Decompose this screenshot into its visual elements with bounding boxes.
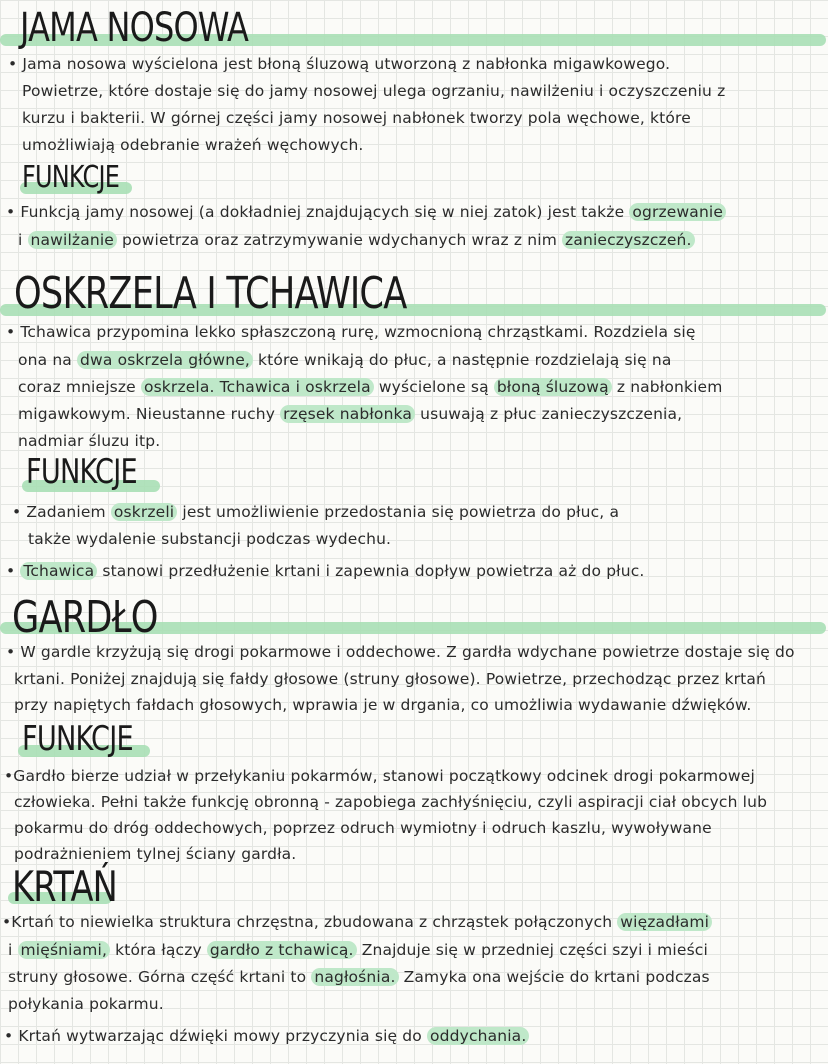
subsection-title-funkcje: FUNKCJE: [22, 719, 133, 759]
text-line: [6, 202, 726, 222]
text-line: kurzu i bakterii. W górnej części jamy nosowej nabłonek tworzy pola węchowe, które: [22, 109, 691, 127]
section-title-oskrzela-i-tchawica: OSKRZELA I TCHAWICA: [14, 268, 407, 319]
text-line: krtani. Poniżej znajdują się fałdy głosowe (struny głosowe). Powietrze, przechodząc przez krtań: [14, 670, 767, 688]
text: stanowi przedłużenie krtani i zapewnia dopływ powietrza aż do płuc.: [97, 562, 645, 580]
text: struny głosowe. Górna część krtani to: [8, 968, 312, 986]
text-line: podrażnieniem tylnej ściany gardła.: [14, 845, 297, 863]
text-line: [4, 1026, 529, 1046]
subsection-title-funkcje: FUNKCJE: [26, 452, 137, 492]
text: Zamyka ona wejście do krtani podczas: [398, 968, 710, 986]
highlight: rzęsek nabłonka: [280, 405, 415, 423]
section-title-jama-nosowa: JAMA NOSOWA: [20, 5, 249, 51]
text: jest umożliwienie przedostania się powietrza do płuc, a: [177, 503, 620, 521]
text-line: [8, 967, 710, 987]
text: usuwają z płuc zanieczyszczenia,: [415, 405, 683, 423]
text: z nabłonkiem: [611, 378, 723, 396]
text-line: •Gardło bierze udział w przełykaniu pokarmów, stanowi początkowy odcinek drogi pokarmowej: [4, 767, 755, 785]
highlight: oskrzela. Tchawica i oskrzela: [141, 378, 374, 396]
text-line: Powietrze, które dostaje się do jamy nosowej ulega ogrzaniu, nawilżeniu i oczyszczeniu z: [22, 82, 726, 100]
text: wyścielone są: [373, 378, 494, 396]
text: Znajduje się w przedniej części szyi i mieści: [356, 941, 708, 959]
text-line: • Jama nosowa wyścielona jest błoną śluzową utworzoną z nabłonka migawkowego.: [8, 55, 671, 73]
subsection-title-funkcje: FUNKCJE: [22, 160, 120, 195]
text-line: [28, 529, 391, 549]
text-line: • W gardle krzyżują się drogi pokarmowe i oddechowe. Z gardła wdychane powietrze dostaje się do: [6, 643, 795, 661]
text-line: pokarmu do dróg oddechowych, poprzez odruch wymiotny i odruch kaszlu, wywoływane: [14, 819, 712, 837]
text-line: [12, 502, 619, 522]
text-line: [8, 940, 708, 960]
text: coraz mniejsze: [18, 378, 141, 396]
text-line: [8, 994, 164, 1014]
section-title-krtan: KRTAŃ: [12, 862, 117, 911]
text: także wydalenie substancji podczas wydechu.: [28, 530, 392, 548]
text: i: [18, 231, 28, 249]
section-title-gardlo: GARDŁO: [12, 592, 158, 643]
text-line: człowieka. Pełni także funkcję obronną - zapobiega zachłyśnięciu, czyli aspiracji ciał obcych lub: [14, 793, 768, 811]
text: powietrza oraz zatrzymywanie wdychanych wraz z nim: [116, 231, 563, 249]
text: nadmiar śluzu itp.: [18, 432, 161, 450]
text-line: [18, 350, 672, 370]
highlight: Tchawica: [20, 562, 97, 580]
text: •Krtań to niewielka struktura chrzęstna, zbudowana z chrząstek połączonych: [2, 913, 618, 931]
text: połykania pokarmu.: [8, 995, 164, 1013]
text-line: [2, 912, 712, 932]
text: • Zadaniem: [12, 503, 111, 521]
text-line: [18, 230, 695, 250]
text: •: [6, 562, 21, 580]
highlight: oskrzeli: [111, 503, 177, 521]
highlight: oddychania.: [427, 1027, 529, 1045]
text-line: przy napiętych fałdach głosowych, wprawia je w drgania, co umożliwia wydawanie dźwięków.: [14, 696, 752, 714]
highlight: mięśniami,: [18, 941, 110, 959]
highlight: ogrzewanie: [629, 203, 726, 221]
text-line: [18, 404, 682, 424]
text-line: umożliwiają odebranie wrażeń węchowych.: [22, 136, 364, 154]
highlight: więzadłami: [617, 913, 712, 931]
text-line: [6, 322, 696, 342]
text-line: [18, 377, 722, 397]
text: • Funkcją jamy nosowej (a dokładniej znajdujących się w niej zatok) jest także: [6, 203, 630, 221]
text: • Tchawica przypomina lekko spłaszczoną rurę, wzmocnioną chrząstkami. Rozdziela się: [6, 323, 696, 341]
highlight: nagłośnia.: [311, 968, 398, 986]
text-line: [6, 561, 644, 581]
highlight: gardło z tchawicą.: [207, 941, 357, 959]
text: która łączy: [110, 941, 207, 959]
text-line: [18, 431, 160, 451]
highlight: dwa oskrzela główne,: [77, 351, 253, 369]
text: ona na: [18, 351, 78, 369]
highlight: nawilżanie: [28, 231, 117, 249]
highlight: błoną śluzową: [494, 378, 612, 396]
highlight: zanieczyszczeń.: [562, 231, 695, 249]
text: migawkowym. Nieustanne ruchy: [18, 405, 281, 423]
text: które wnikają do płuc, a następnie rozdzielają się na: [252, 351, 672, 369]
text: • Krtań wytwarzając dźwięki mowy przyczynia się do: [4, 1027, 428, 1045]
text: i: [8, 941, 18, 959]
